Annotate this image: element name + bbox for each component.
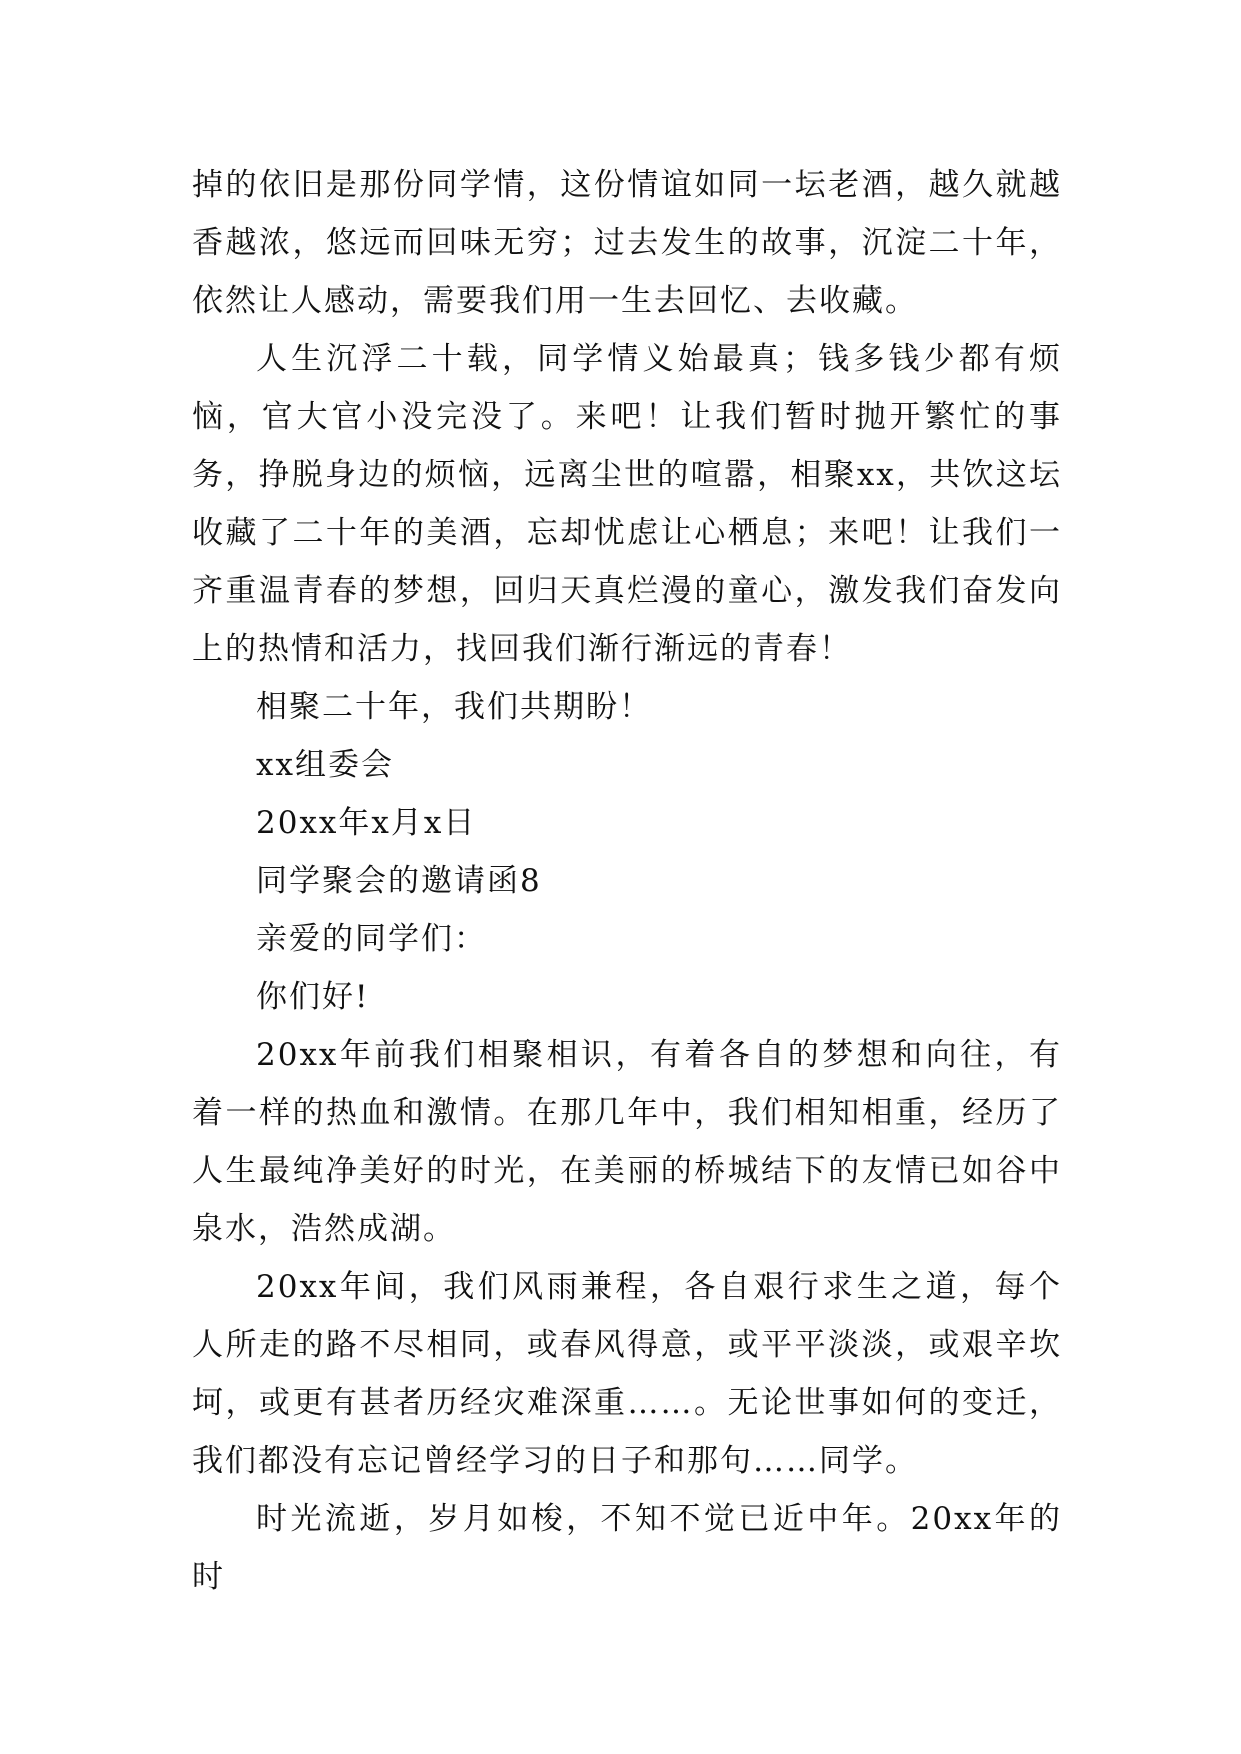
section-title: 同学聚会的邀请函8 bbox=[256, 863, 542, 899]
signature-date: 20xx年x月x日 bbox=[256, 805, 477, 841]
paragraph-reunion-call: 人生沉浮二十载，同学情义始最真；钱多钱少都有烦恼，官大官小没完没了。来吧！让我们暂时抛开繁忙的事务，挣脱身边的烦恼，远离尘世的喧嚣，相聚xx，共饮这坛收藏了二十年的美酒，忘却忧虑让心栖息；来吧！让我们一齐重温青春的梦想，回归天真烂漫的童心，激发我们奋发向上的热情和活力，找回我们渐行渐远的青春！ bbox=[192, 341, 1062, 667]
greeting: 你们好! bbox=[256, 979, 370, 1015]
paragraph-continuation: 掉的依旧是那份同学情，这份情谊如同一坛老酒，越久就越香越浓，悠远而回味无穷；过去发生的故事，沉淀二十年，依然让人感动，需要我们用一生去回忆、去收藏。 bbox=[192, 167, 1062, 319]
salutation: 亲爱的同学们： bbox=[256, 921, 487, 957]
paragraph-first-meeting: 20xx年前我们相聚相识，有着各自的梦想和向往，有着一样的热血和激情。在那几年中，我们相知相重，经历了人生最纯净美好的时光，在美丽的桥城结下的友情已如谷中泉水，浩然成湖。 bbox=[192, 1037, 1062, 1247]
paragraph-years-apart: 20xx年间，我们风雨兼程，各自艰行求生之道，每个人所走的路不尽相同，或春风得意，或平平淡淡，或艰辛坎坷，或更有甚者历经灾难深重……。无论世事如何的变迁，我们都没有忘记曾经学习的日子和那句……同学。 bbox=[192, 1269, 1062, 1479]
document-body bbox=[192, 156, 1062, 1606]
signature-committee: xx组委会 bbox=[256, 747, 394, 783]
closing-slogan: 相聚二十年，我们共期盼！ bbox=[256, 689, 652, 725]
paragraph-time-passing: 时光流逝，岁月如梭，不知不觉已近中年。20xx年的时 bbox=[192, 1501, 1062, 1595]
